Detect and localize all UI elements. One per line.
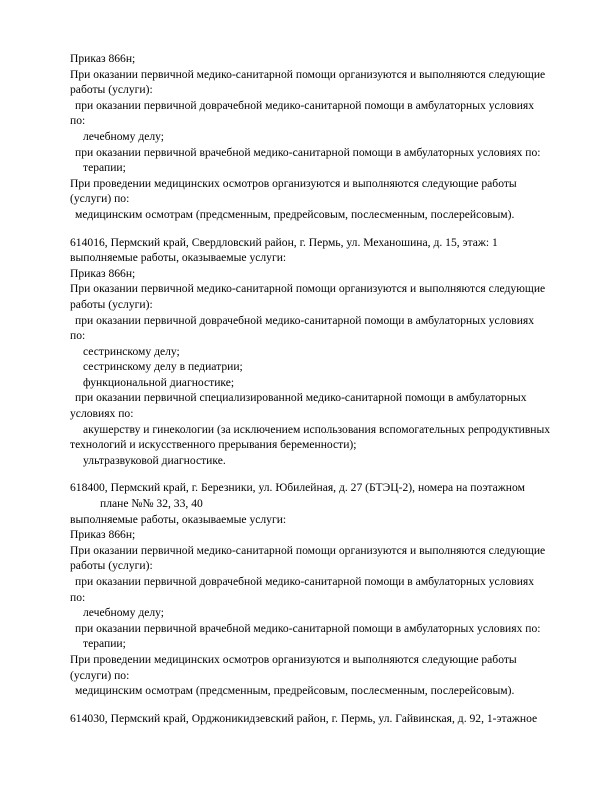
text-line: выполняемые работы, оказываемые услуги:	[70, 251, 287, 265]
text-line: медицинским осмотрам (предсменным, предрейсовым, послесменным, послерейсовым).	[75, 684, 515, 698]
section-1	[70, 51, 580, 223]
text-line: функциональной диагностике;	[83, 375, 235, 389]
text-line: при оказании первичной доврачебной медико-санитарной помощи в амбулаторных условиях	[75, 575, 535, 588]
text-line: Приказ 866н;	[70, 528, 136, 542]
text-line: при оказании первичной доврачебной медико-санитарной помощи в амбулаторных условиях	[75, 313, 535, 327]
text-line: при оказании первичной специализированной медико-санитарной помощи в амбулаторных	[75, 391, 527, 405]
text-line: При проведении медицинских осмотров организуются и выполняются следующие работы	[70, 176, 517, 190]
text-line: работы (услуги):	[70, 83, 153, 97]
text-line: сестринскому делу в педиатрии;	[83, 360, 243, 374]
text-line: акушерству и гинекологии (за исключением использования вспомогательных репродуктивных	[83, 422, 551, 436]
text-line: работы (услуги):	[70, 559, 153, 573]
text-line: (услуги) по:	[70, 668, 130, 682]
text-line: по:	[70, 114, 86, 128]
text-line: при оказании первичной врачебной медико-санитарной помощи в амбулаторных условиях по:	[75, 145, 541, 159]
text-line: При оказании первичной медико-санитарной помощи организуются и выполняются следующие	[70, 67, 546, 81]
address-line: 614030, Пермский край, Орджоникидзевский район, г. Пермь, ул. Гайвинская, д. 92, 1-этажное	[70, 711, 538, 725]
text-line: плане №№ 32, 33, 40	[100, 497, 203, 511]
text-line: сестринскому делу;	[83, 344, 180, 358]
text-line: медицинским осмотрам (предсменным, предрейсовым, послесменным, послерейсовым).	[75, 207, 515, 221]
text-line: Приказ 866н;	[70, 52, 136, 65]
text-line: терапии;	[83, 637, 126, 651]
text-line: При оказании первичной медико-санитарной помощи организуются и выполняются следующие	[70, 282, 546, 296]
text-line: по:	[70, 329, 86, 343]
text-line: (услуги) по:	[70, 192, 130, 206]
text-line: по:	[70, 590, 86, 604]
text-line: лечебному делу;	[83, 129, 165, 143]
text-line: При проведении медицинских осмотров организуются и выполняются следующие работы	[70, 652, 517, 666]
section-3	[70, 480, 580, 698]
document-body	[70, 51, 580, 726]
address-line: 614016, Пермский край, Свердловский район, г. Пермь, ул. Механошина, д. 15, этаж: 1	[70, 235, 498, 249]
text-line: работы (услуги):	[70, 297, 153, 311]
text-line: технологий и искусственного прерывания беременности);	[70, 438, 357, 452]
address-line: 618400, Пермский край, г. Березники, ул. Юбилейная, д. 27 (БТЭЦ-2), номера на поэтажном	[70, 481, 525, 495]
text-line: Приказ 866н;	[70, 266, 136, 280]
section-2	[70, 235, 580, 469]
text-line: лечебному делу;	[83, 606, 165, 620]
text-line: условиях по:	[70, 407, 134, 421]
text-line: терапии;	[83, 161, 126, 175]
text-line: выполняемые работы, оказываемые услуги:	[70, 512, 287, 526]
section-4	[70, 711, 580, 727]
text-line: При оказании первичной медико-санитарной помощи организуются и выполняются следующие	[70, 543, 546, 557]
text-line: при оказании первичной врачебной медико-санитарной помощи в амбулаторных условиях по:	[75, 621, 541, 635]
text-line: при оказании первичной доврачебной медико-санитарной помощи в амбулаторных условиях	[75, 98, 535, 112]
text-line: ультразвуковой диагностике.	[83, 453, 226, 467]
